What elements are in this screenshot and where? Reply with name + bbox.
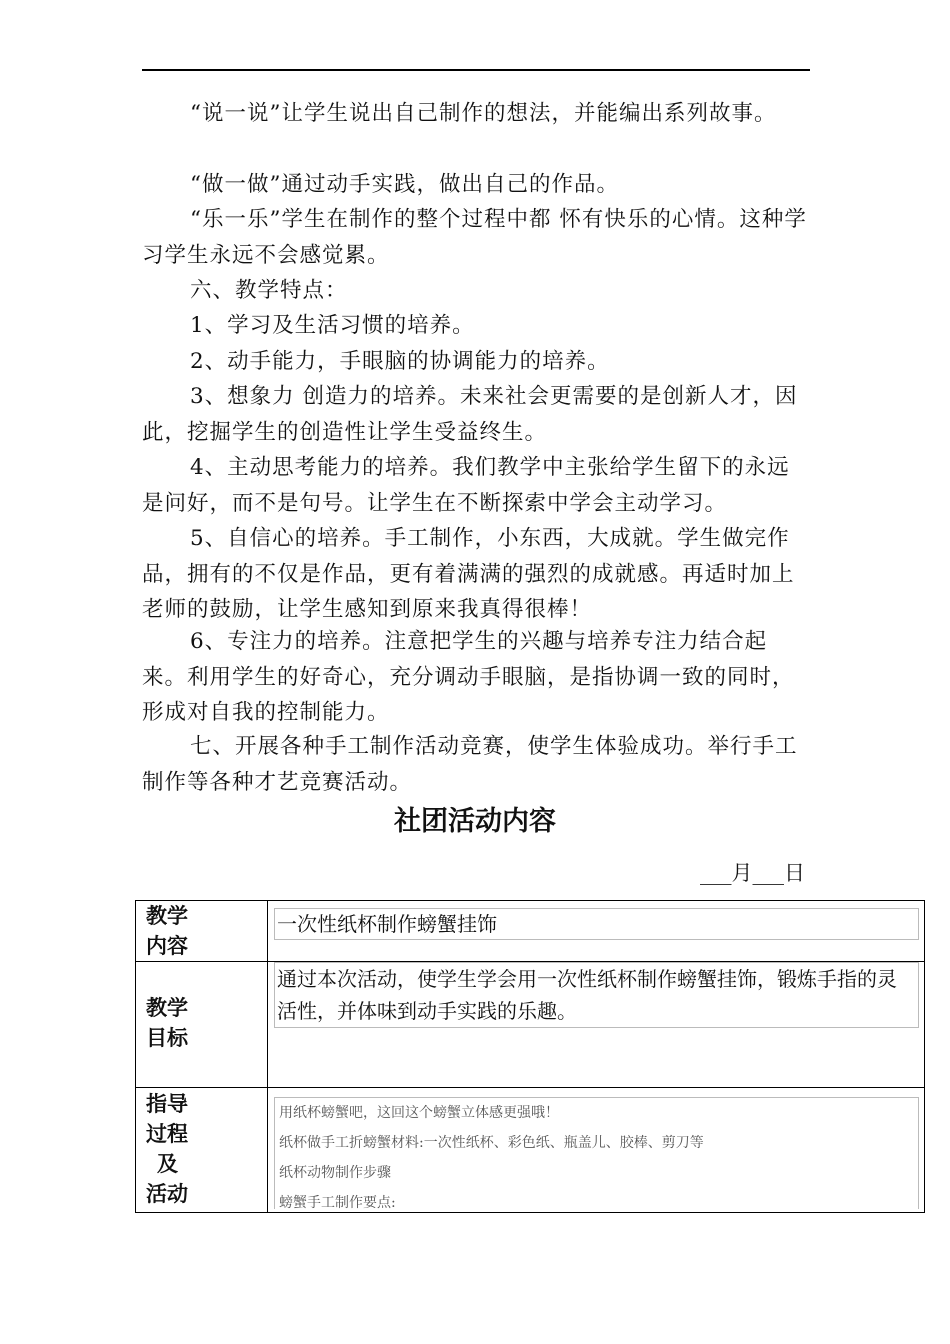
feature-4: 4、主动思考能力的培养。我们教学中主张给学生留下的永远是问好，而不是句号。让学生在不断探索中学会主动学习。 (142, 455, 790, 516)
feature-1: 1、学习及生活习惯的培养。 (190, 313, 475, 338)
guide-line: 纸杯做手工折螃蟹材料:一次性纸杯、彩色纸、瓶盖儿、胶棒、剪刀等 (279, 1135, 704, 1151)
header-rule (142, 69, 810, 71)
table-row-goal (136, 962, 925, 1088)
label-goal (136, 962, 268, 1088)
label-line: 过程 (146, 1122, 188, 1146)
heading-competition: 七、开展各种手工制作活动竞赛，使学生体验成功。举行手工制作等各种才艺竞赛活动。 (142, 734, 798, 795)
feature-2: 2、动手能力，手眼脑的协调能力的培养。 (190, 349, 610, 374)
table-row-guide (136, 1088, 925, 1213)
paragraph-do: “做一做”通过动手实践，做出自己的作品。 (190, 172, 619, 197)
activity-table (135, 900, 925, 1213)
guide-cell (268, 1088, 925, 1213)
section-title: 社团活动内容 (394, 806, 556, 837)
goal-cell (268, 962, 925, 1088)
label-guide (136, 1088, 268, 1213)
guide-field[interactable] (274, 1097, 919, 1209)
content-cell (268, 901, 925, 962)
paragraph-say: “说一说”让学生说出自己制作的想法，并能编出系列故事。 (190, 101, 777, 126)
label-line: 目标 (146, 1026, 188, 1050)
feature-5: 5、自信心的培养。手工制作，小东西，大成就。学生做完作品，拥有的不仅是作品，更有着满满的强烈的成就感。再适时加上老师的鼓励，让学生感知到原来我真得很棒！ (142, 526, 795, 622)
date-line: ___月___日 (700, 861, 805, 885)
paragraph-enjoy: “乐一乐”学生在制作的整个过程中都 怀有快乐的心情。这种学习学生永远不会感觉累。 (142, 207, 807, 268)
label-line: 教学 (146, 904, 188, 928)
goal-field[interactable]: 通过本次活动，使学生学会用一次性纸杯制作螃蟹挂饰，锻炼手指的灵活性，并体味到动手实践的乐趣。 (274, 962, 919, 1028)
label-line: 教学 (146, 996, 188, 1020)
label-line: 指导 (146, 1092, 188, 1116)
feature-6: 6、专注力的培养。注意把学生的兴趣与培养专注力结合起来。利用学生的好奇心，充分调动手眼脑，是指协调一致的同时，形成对自我的控制能力。 (142, 629, 795, 725)
label-line: 活动 (146, 1182, 188, 1206)
label-line: 及 (157, 1152, 178, 1176)
guide-line: 用纸杯螃蟹吧，这回这个螃蟹立体感更强哦！ (279, 1105, 559, 1121)
guide-line: 纸杯动物制作步骤 (279, 1165, 391, 1181)
table-row-content (136, 901, 925, 962)
guide-line: 螃蟹手工制作要点: (279, 1195, 396, 1209)
label-content (136, 901, 268, 962)
content-field[interactable]: 一次性纸杯制作螃蟹挂饰 (274, 908, 919, 940)
feature-3: 3、想象力 创造力的培养。未来社会更需要的是创新人才，因此，挖掘学生的创造性让学生受益终生。 (142, 384, 798, 445)
label-line: 内容 (146, 934, 188, 958)
heading-features: 六、教学特点： (190, 278, 348, 303)
